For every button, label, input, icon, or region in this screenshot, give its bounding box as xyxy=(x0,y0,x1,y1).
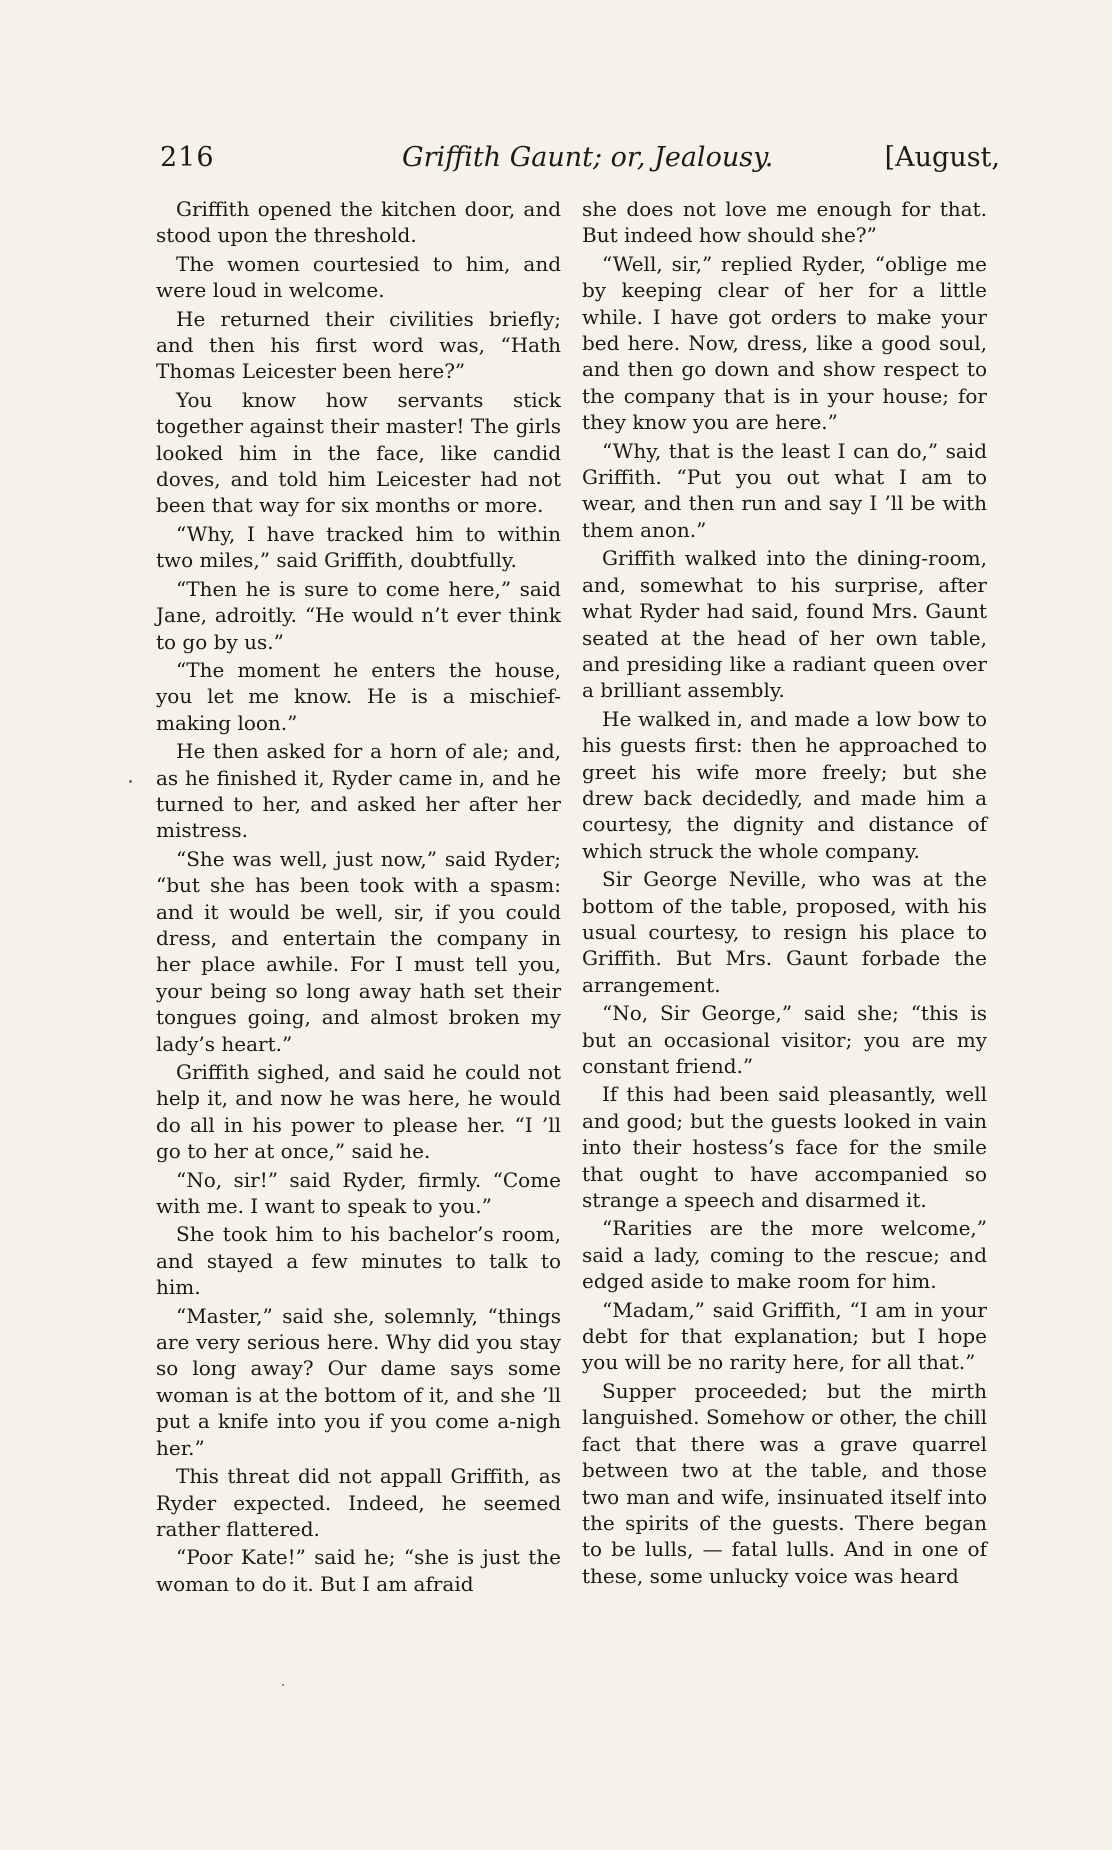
paragraph: “The moment he enters the house, you let me know. He is a mischief-making loon.” xyxy=(156,657,561,735)
running-title: Griffith Gaunt; or, Jealousy. xyxy=(402,142,774,173)
paragraph: Griffith walked into the dining-room, and, somewhat to his surprise, after what Ryder had said, found Mrs. Gaunt seated at the head of her own table, and presiding like a radiant queen over a brilliant assembly. xyxy=(582,546,987,703)
paragraph: Griffith sighed, and said he could not help it, and now he was here, he would do all in his power to please her. “I ’ll go to her at once,” said he. xyxy=(156,1060,561,1164)
paragraph: If this had been said pleasantly, well and good; but the guests looked in vain into their hostess’s face for the smile that ought to have accompanied so strange a speech and disarmed it. xyxy=(582,1082,987,1213)
paragraph: The women courtesied to him, and were loud in welcome. xyxy=(156,251,561,303)
page-number: 216 xyxy=(160,142,215,173)
paragraph: Griffith opened the kitchen door, and stood upon the threshold. xyxy=(156,197,561,248)
paragraph: “Rarities are the more welcome,” said a lady, coming to the rescue; and edged aside to make room for him. xyxy=(582,1216,987,1294)
paragraph: Supper proceeded; but the mirth languished. Somehow or other, the chill fact that there was a grave quarrel between two at the table, and those two man and wife, insinuated itself into the spirits of the guests. There began to be lulls, — fatal lulls. And in one of these, some unlucky voice was heard xyxy=(582,1378,987,1588)
paragraph: “Well, sir,” replied Ryder, “oblige me by keeping clear of her for a little while. I have got orders to make your bed here. Now, dress, like a good soul, and then go down and show respect to the company that is in your house; for they know you are here.” xyxy=(582,251,987,435)
paragraph: He returned their civilities briefly; and then his first word was, “Hath Thomas Leicester been here?” xyxy=(156,306,561,384)
left-column xyxy=(156,196,561,1599)
paragraph: “Madam,” said Griffith, “I am in your debt for that explanation; but I hope you will be no rarity here, for all that.” xyxy=(582,1297,987,1375)
paragraph: You know how servants stick together against their master! The girls looked him in the face, like candid doves, and told him Leicester had not been that way for six months or more. xyxy=(156,387,561,518)
right-column xyxy=(582,196,987,1591)
paragraph: “No, Sir George,” said she; “this is but an occasional visitor; you are my constant friend.” xyxy=(582,1001,987,1078)
paragraph: He then asked for a horn of ale; and, as he finished it, Ryder came in, and he turned to her, and asked her after her mistress. xyxy=(156,739,561,843)
paragraph: “Why, I have tracked him to within two miles,” said Griffith, doubtfully. xyxy=(156,521,561,573)
paragraph: “Master,” said she, solemnly, “things are very serious here. Why did you stay so long away? Our dame says some woman is at the bottom of it, and she ’ll put a knife into you if you come a-nigh her.” xyxy=(156,1303,561,1460)
paragraph-continued: she does not love me enough for that. But indeed how should she?” xyxy=(582,197,987,248)
issue-month: [August, xyxy=(884,142,1000,173)
paragraph: She took him to his bachelor’s room, and stayed a few minutes to talk to him. xyxy=(156,1222,561,1300)
ink-speck xyxy=(129,780,132,783)
paragraph: “She was well, just now,” said Ryder; “but she has been took with a spasm: and it would be well, sir, if you could dress, and entertain the company in her place awhile. For I must tell you, your being so long away hath set their tongues going, and almost broken my lady’s heart.” xyxy=(156,846,561,1056)
paragraph: “Why, that is the least I can do,” said Griffith. “Put you out what I am to wear, and then run and say I ’ll be with them anon.” xyxy=(582,438,987,542)
paragraph: “Then he is sure to come here,” said Jane, adroitly. “He would n’t ever think to go by us.” xyxy=(156,576,561,654)
paragraph: Sir George Neville, who was at the bottom of the table, proposed, with his usual courtesy, to resign his place to Griffith. But Mrs. Gaunt forbade the arrangement. xyxy=(582,867,987,997)
paragraph: “Poor Kate!” said he; “she is just the woman to do it. But I am afraid xyxy=(156,1545,561,1596)
paragraph: He walked in, and made a low bow to his guests first: then he approached to greet his wife more freely; but she drew back decidedly, and made him a courtesy, the dignity and distance of which struck the whole company. xyxy=(582,706,987,863)
running-head xyxy=(160,142,1000,182)
paragraph: “No, sir!” said Ryder, firmly. “Come with me. I want to speak to you.” xyxy=(156,1167,561,1219)
ink-speck xyxy=(282,1684,284,1686)
paragraph: This threat did not appall Griffith, as Ryder expected. Indeed, he seemed rather flattered. xyxy=(156,1464,561,1541)
